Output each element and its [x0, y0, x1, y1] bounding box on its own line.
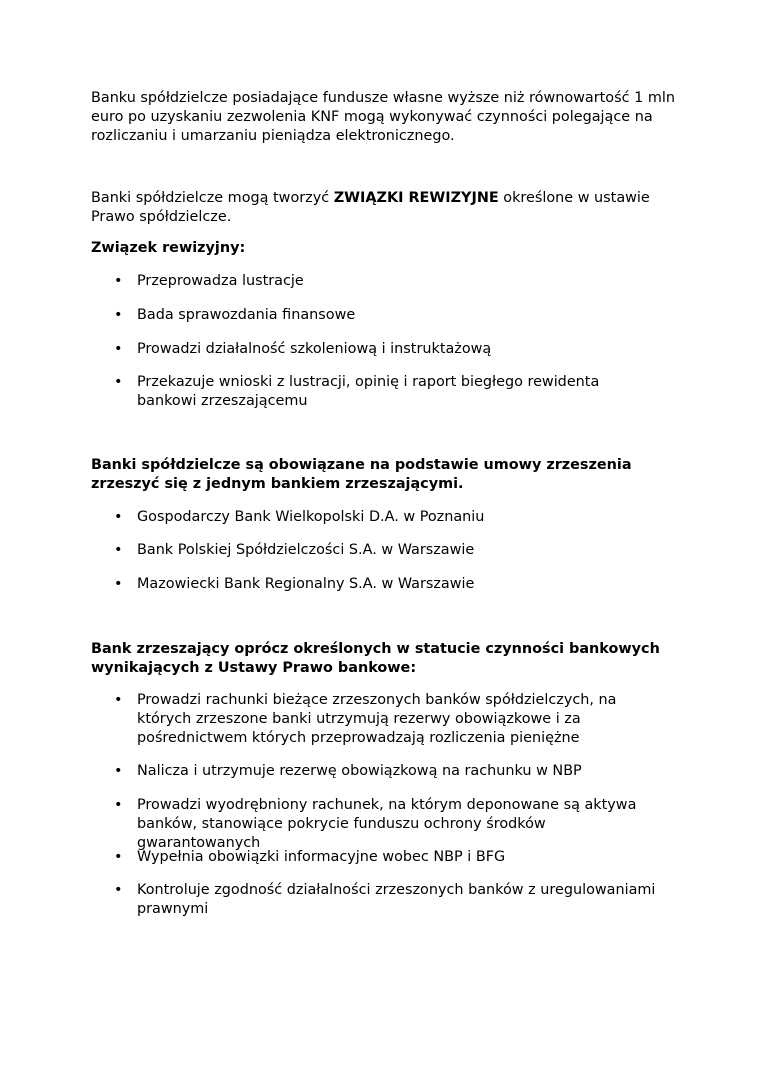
list-item: • Wypełnia obowiązki informacyjne wobec NBP i BFG: [137, 848, 682, 867]
list-item: • Prowadzi wyodrębniony rachunek, na którym deponowane są aktywa banków, stanowiące pokrycie funduszu ochrony środków gwarantowanych: [137, 796, 672, 853]
text: Banki spółdzielcze mogą tworzyć: [91, 190, 334, 206]
section-heading-association: Banki spółdzielcze są obowiązane na podstawie umowy zrzeszenia zrzeszyć się z jednym bankiem zrzeszającymi.: [91, 457, 632, 492]
list-item: • Gospodarczy Bank Wielkopolski D.A. w Poznaniu: [137, 508, 682, 527]
list-item: • Przekazuje wnioski z lustracji, opinię i raport biegłego rewidenta bankowi zrzeszającemu: [137, 373, 662, 411]
text: określone w ustawie Prawo spółdzielcze.: [91, 190, 650, 225]
list-item: • Mazowiecki Bank Regionalny S.A. w Warszawie: [137, 575, 682, 594]
paragraph-audit-unions: [91, 189, 651, 227]
list-item: • Bada sprawozdania finansowe: [137, 306, 682, 325]
list-item: • Prowadzi rachunki bieżące zrzeszonych banków spółdzielczych, na których zrzeszone banki utrzymują rezerwy obowiązkowe i za pośrednictwem których przeprowadzają rozliczenia pieniężne: [137, 691, 672, 748]
list-item: • Przeprowadza lustracje: [137, 272, 682, 291]
list-item: • Kontroluje zgodność działalności zrzeszonych banków z uregulowaniami prawnymi: [137, 881, 657, 919]
list-item: • Prowadzi działalność szkoleniową i instruktażową: [137, 340, 682, 359]
section-heading-associating-bank: Bank zrzeszający oprócz określonych w statucie czynności bankowych wynikających z Ustawy Prawo bankowe:: [91, 641, 660, 676]
list-item: • Bank Polskiej Spółdzielczości S.A. w Warszawie: [137, 541, 682, 560]
section-heading-audit-union: Związek rewizyjny:: [91, 240, 246, 256]
list-item: • Nalicza i utrzymuje rezerwę obowiązkową na rachunku w NBP: [137, 762, 682, 781]
bold-term: ZWIĄZKI REWIZYJNE: [333, 190, 499, 206]
paragraph-electronic-money: Banku spółdzielcze posiadające fundusze własne wyższe niż równowartość 1 mln euro po uzyskaniu zezwolenia KNF mogą wykonywać czynności polegające na rozliczaniu i umarzaniu pieniądza elektronicznego.: [91, 90, 675, 144]
